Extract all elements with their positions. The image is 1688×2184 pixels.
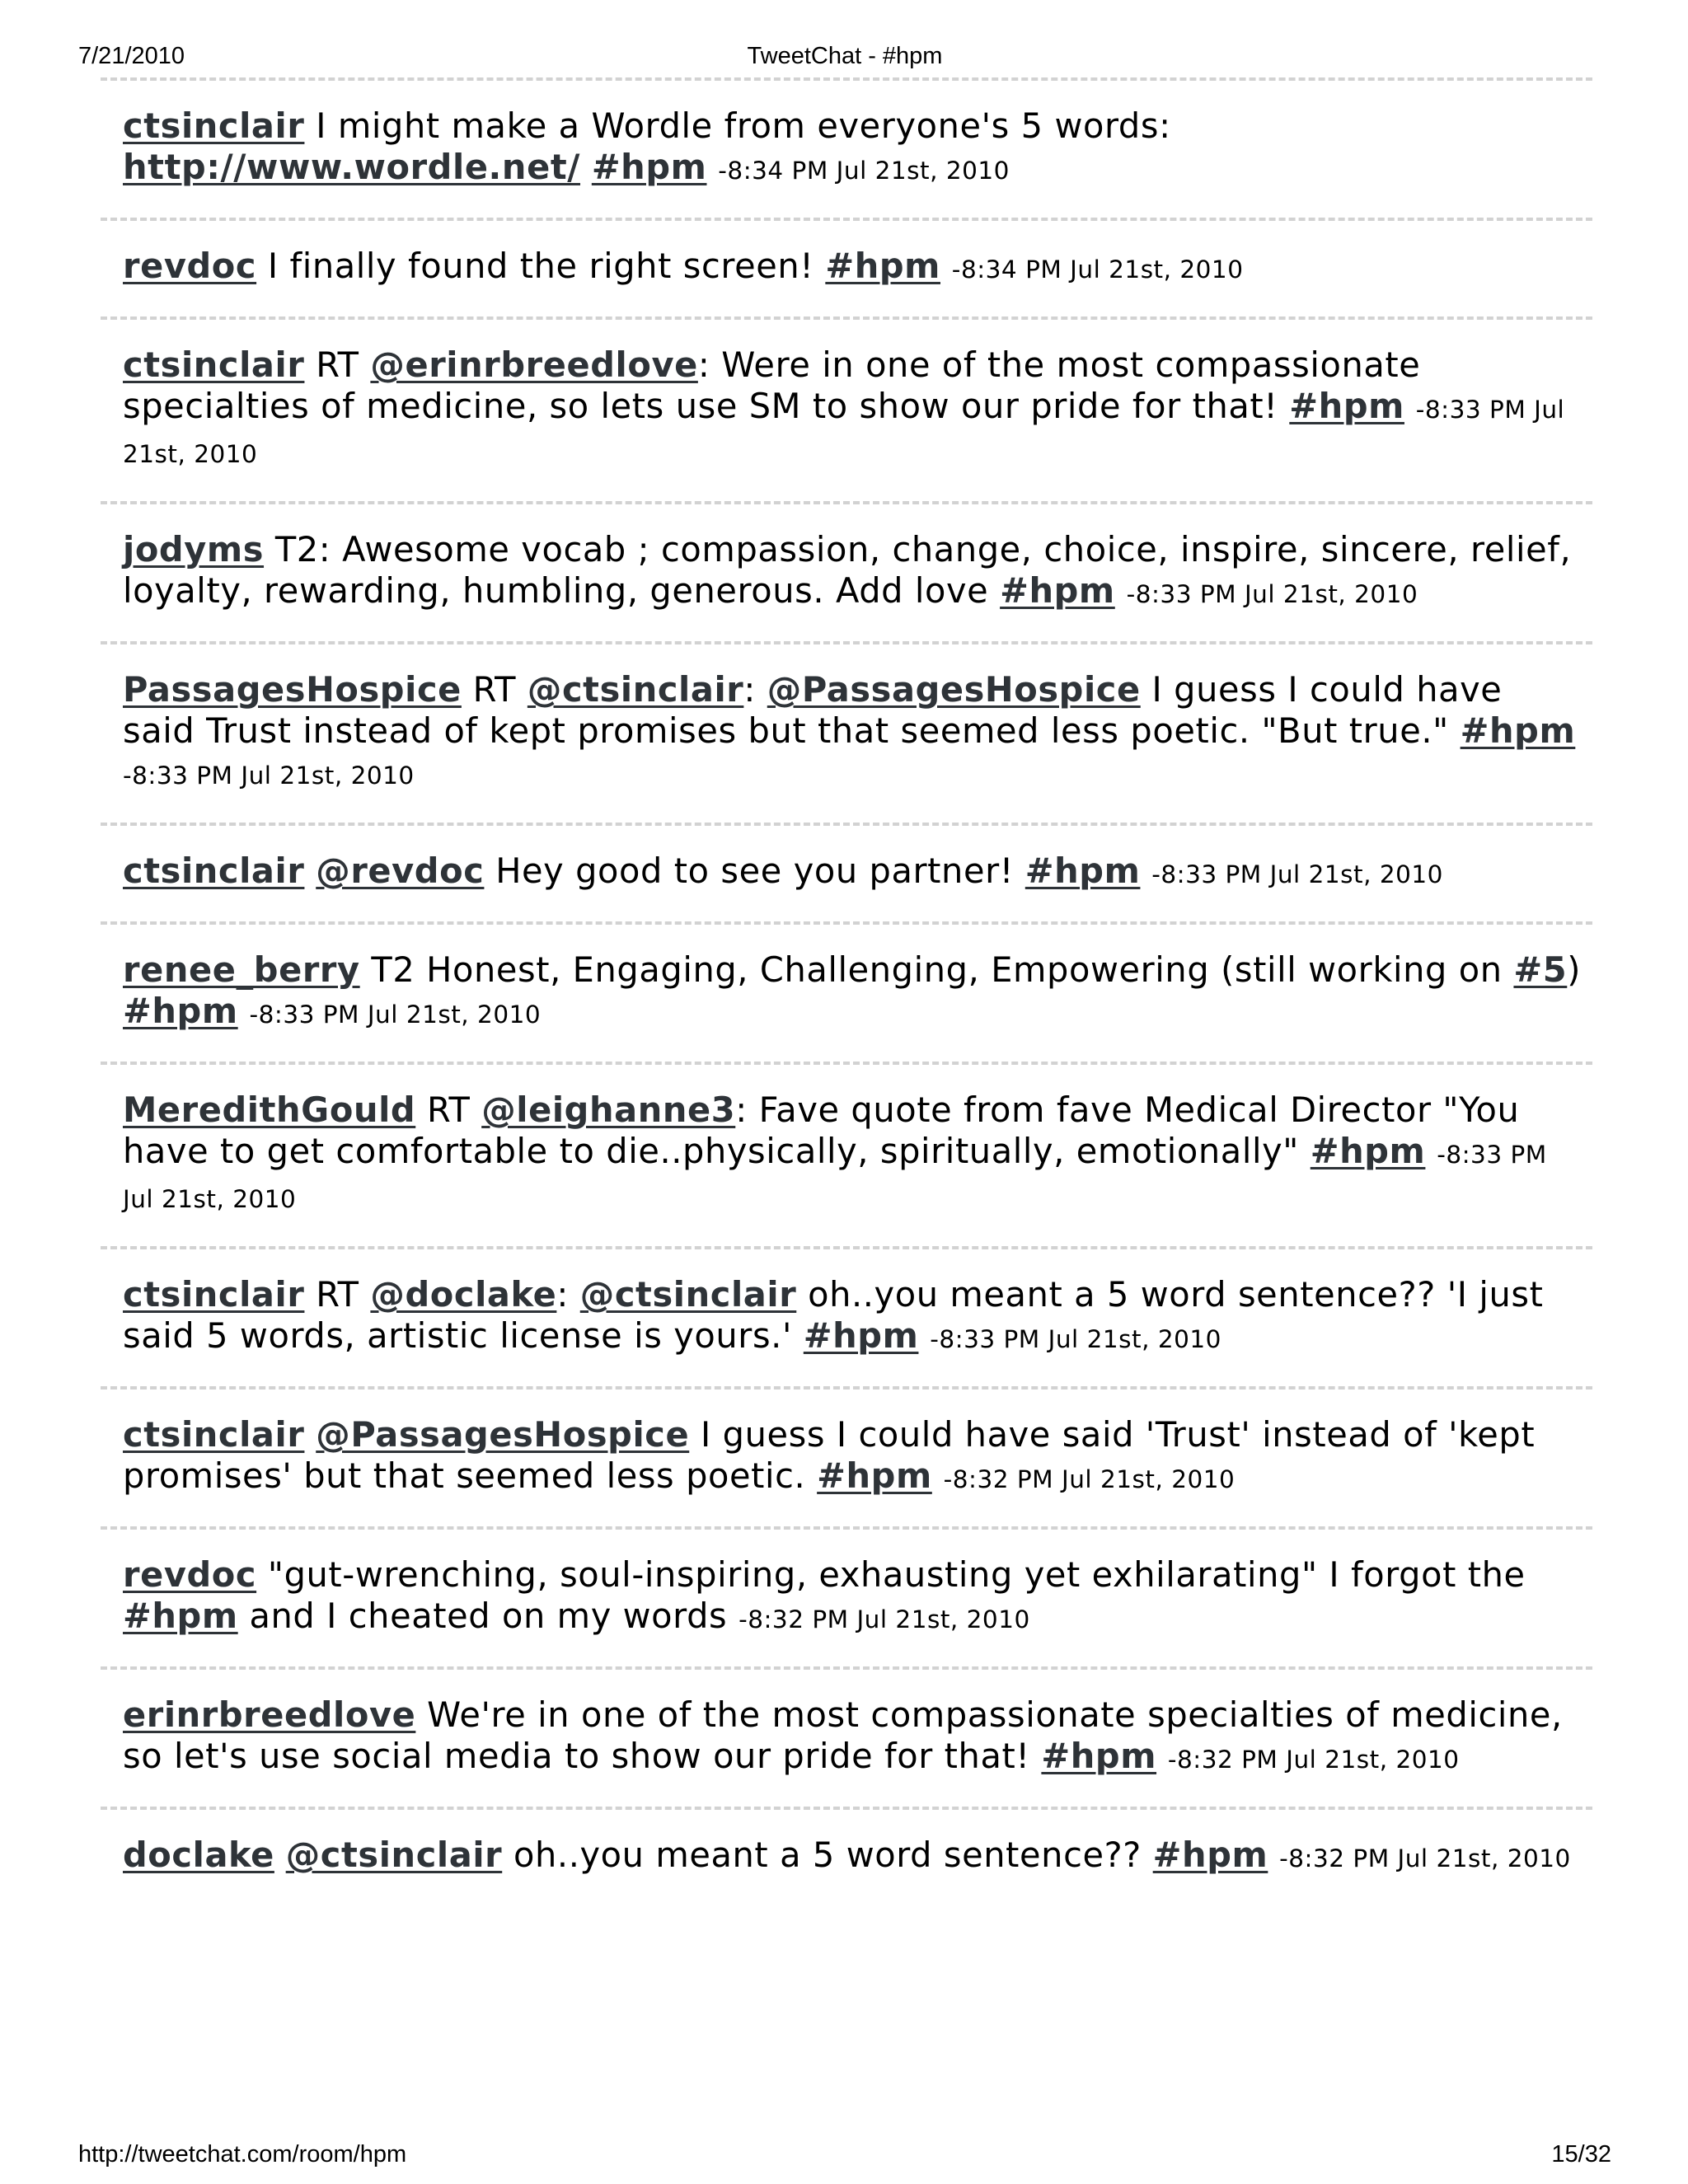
username-link[interactable]: revdoc [123, 1554, 257, 1595]
tweet-text [274, 1835, 286, 1875]
timestamp: -8:34 PM Jul 21st, 2010 [951, 255, 1244, 284]
timestamp: -8:33 PM Jul 21st, 2010 [249, 1001, 542, 1029]
tweet-text: : Were in one of the most compassionate specialties of medicine, so lets use SM to show our pride for that! [123, 344, 1421, 426]
username-link[interactable]: ctsinclair [123, 1274, 305, 1315]
tweet-text: T2: Awesome vocab ; compassion, change, choice, inspire, sincere, relief, loyalty, rewarding, humbling, generous. Add love [123, 529, 1572, 611]
tweet-body [123, 1694, 1582, 1780]
tweet-text: I guess I could have said Trust instead of kept promises but that seemed less poetic. "But true." [123, 669, 1503, 751]
mention-link[interactable]: @erinrbreedlove [370, 344, 698, 385]
tweet-body [123, 529, 1582, 615]
tweet-text [1156, 1736, 1168, 1776]
username-link[interactable]: ctsinclair [123, 1414, 305, 1455]
url-link[interactable]: http://www.wordle.net/ [123, 147, 581, 187]
tweet-item [101, 77, 1592, 218]
tweet-body [123, 1090, 1582, 1220]
tweet-text [1404, 386, 1416, 426]
page-header [78, 43, 1611, 76]
tweet-text: "gut-wrenching, soul-inspiring, exhausting yet exhilarating" I forgot the [256, 1554, 1526, 1595]
hashtag-link[interactable]: #hpm [803, 1315, 919, 1356]
username-link[interactable]: jodyms [123, 529, 265, 569]
tweet-body [123, 669, 1582, 796]
mention-link[interactable]: @leighanne3 [481, 1090, 736, 1130]
tweet-text [1140, 851, 1151, 891]
page-number: 15/32 [1551, 2141, 1611, 2168]
tweet-text: : Fave quote from fave Medical Director "You have to get comfortable to die..physically, spiritually, emotionally" [123, 1090, 1520, 1171]
tweet-text [238, 991, 250, 1031]
tweet-body [123, 1414, 1582, 1500]
tweet-text: RT [415, 1090, 482, 1130]
mention-link[interactable]: @ctsinclair [579, 1274, 797, 1315]
username-link[interactable]: PassagesHospice [123, 669, 462, 710]
timestamp: -8:32 PM Jul 21st, 2010 [738, 1605, 1030, 1633]
tweet-text: and I cheated on my words [237, 1596, 739, 1636]
hashtag-link[interactable]: #hpm [1025, 851, 1141, 891]
tweet-text: RT [461, 669, 528, 710]
hashtag-link[interactable]: #hpm [123, 991, 238, 1031]
tweet-item [101, 921, 1592, 1062]
timestamp: -8:33 PM Jul 21st, 2010 [123, 396, 1565, 468]
username-link[interactable]: renee_berry [123, 949, 360, 990]
username-link[interactable]: ctsinclair [123, 105, 305, 146]
username-link[interactable]: erinrbreedlove [123, 1694, 416, 1735]
username-link[interactable]: MeredithGould [123, 1090, 416, 1130]
tweet-body [123, 344, 1582, 475]
tweet-body [123, 949, 1582, 1035]
timestamp: -8:32 PM Jul 21st, 2010 [1167, 1746, 1460, 1774]
tweet-text: I might make a Wordle from everyone's 5 words: [304, 105, 1171, 146]
tweet-list [101, 77, 1592, 1905]
username-link[interactable]: ctsinclair [123, 851, 305, 891]
tweet-item [101, 218, 1592, 316]
hashtag-link[interactable]: #hpm [1289, 386, 1404, 426]
tweet-item [101, 316, 1592, 501]
tweet-text [706, 147, 718, 187]
timestamp: -8:33 PM Jul 21st, 2010 [1151, 860, 1443, 888]
tweet-text: We're in one of the most compassionate specialties of medicine, so let's use social media to show our pride for that! [123, 1694, 1563, 1776]
timestamp: -8:33 PM Jul 21st, 2010 [930, 1325, 1221, 1353]
page-title: TweetChat - #hpm [747, 43, 943, 69]
tweet-item [101, 1666, 1592, 1807]
hashtag-link[interactable]: #5 [1513, 949, 1568, 990]
timestamp: -8:33 PM Jul 21st, 2010 [123, 1141, 1547, 1213]
tweet-body [123, 851, 1582, 895]
timestamp: -8:34 PM Jul 21st, 2010 [718, 157, 1010, 185]
timestamp: -8:32 PM Jul 21st, 2010 [1279, 1844, 1571, 1872]
tweet-item [101, 1246, 1592, 1386]
hashtag-link[interactable]: #hpm [123, 1596, 238, 1636]
username-link[interactable]: revdoc [123, 246, 257, 286]
tweet-text: oh..you meant a 5 word sentence?? [502, 1835, 1153, 1875]
tweet-text [580, 147, 592, 187]
tweet-item [101, 1526, 1592, 1666]
tweet-text: Hey good to see you partner! [484, 851, 1025, 891]
hashtag-link[interactable]: #hpm [1460, 710, 1576, 751]
tweet-text [918, 1315, 930, 1356]
print-date: 7/21/2010 [78, 43, 185, 69]
mention-link[interactable]: @PassagesHospice [316, 1414, 690, 1455]
tweet-item [101, 823, 1592, 921]
tweet-text [940, 246, 952, 286]
tweet-text [1268, 1835, 1279, 1875]
username-link[interactable]: ctsinclair [123, 344, 305, 385]
tweet-item [101, 1062, 1592, 1246]
mention-link[interactable]: @doclake [370, 1274, 557, 1315]
timestamp: -8:32 PM Jul 21st, 2010 [943, 1465, 1236, 1493]
tweet-item [101, 501, 1592, 641]
tweet-text [1115, 570, 1127, 611]
mention-link[interactable]: @ctsinclair [285, 1835, 503, 1875]
tweet-text: I finally found the right screen! [256, 246, 826, 286]
tweet-item [101, 1386, 1592, 1526]
tweet-body [123, 1835, 1582, 1879]
tweet-text: RT [304, 1274, 371, 1315]
tweet-text: : [743, 669, 767, 710]
tweet-text [304, 1414, 316, 1455]
mention-link[interactable]: @revdoc [316, 851, 485, 891]
tweet-text: oh..you meant a 5 word sentence?? 'I just said 5 words, artistic license is yours.' [123, 1274, 1544, 1356]
username-link[interactable]: doclake [123, 1835, 274, 1875]
page-url: http://tweetchat.com/room/hpm [78, 2141, 407, 2168]
hashtag-link[interactable]: #hpm [1041, 1736, 1157, 1776]
hashtag-link[interactable]: #hpm [817, 1455, 932, 1496]
tweet-text: RT [304, 344, 371, 385]
tweet-text: T2 Honest, Engaging, Challenging, Empowering (still working on [359, 949, 1514, 990]
tweet-text [932, 1455, 944, 1496]
tweet-body [123, 1554, 1582, 1640]
mention-link[interactable]: @ctsinclair [527, 669, 744, 710]
hashtag-link[interactable]: #hpm [591, 147, 707, 187]
tweet-text: ) [1567, 949, 1582, 990]
tweet-text: I guess I could have said 'Trust' instead of 'kept promises' but that seemed less poetic. [123, 1414, 1536, 1496]
hashtag-link[interactable]: #hpm [825, 246, 940, 286]
tweet-body [123, 246, 1582, 290]
tweet-item [101, 1807, 1592, 1905]
timestamp: -8:33 PM Jul 21st, 2010 [1126, 580, 1418, 608]
tweet-item [101, 641, 1592, 823]
tweet-body [123, 1274, 1582, 1360]
timestamp: -8:33 PM Jul 21st, 2010 [123, 762, 415, 790]
hashtag-link[interactable]: #hpm [1310, 1131, 1426, 1171]
hashtag-link[interactable]: #hpm [1000, 570, 1115, 611]
tweet-text: : [556, 1274, 580, 1315]
tweet-body [123, 105, 1582, 191]
mention-link[interactable]: @PassagesHospice [767, 669, 1141, 710]
tweet-text [1425, 1131, 1437, 1171]
hashtag-link[interactable]: #hpm [1152, 1835, 1268, 1875]
tweet-text [304, 851, 316, 891]
